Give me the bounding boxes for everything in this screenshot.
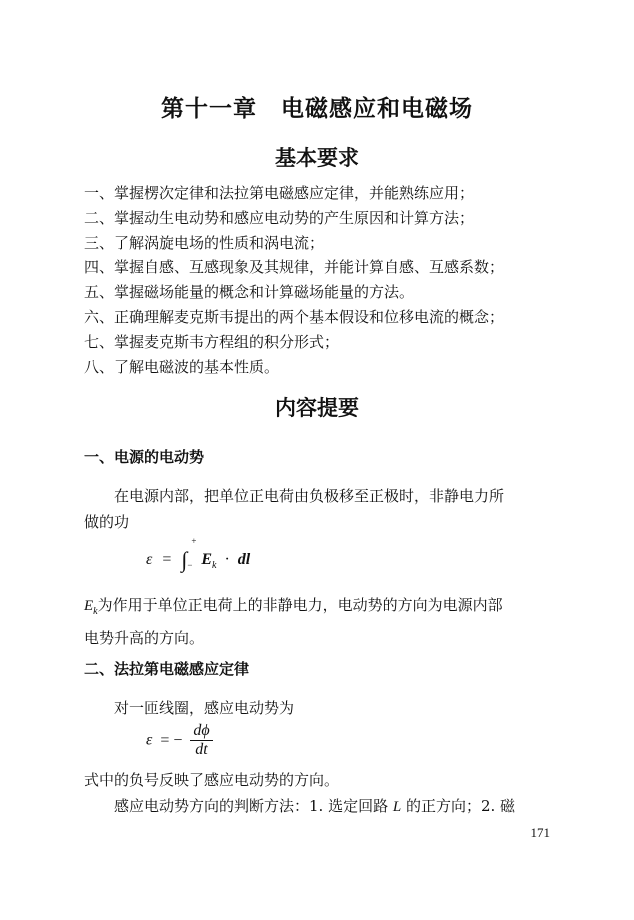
symbol-e: E [84, 598, 94, 614]
formula-field-e: E [201, 551, 213, 568]
list-item: 一、掌握楞次定律和法拉第电磁感应定律，并能熟练应用； [84, 184, 475, 202]
paragraph-sign: 式中的负号反映了感应电动势的方向。 [84, 771, 340, 789]
list-item: 三、了解涡旋电场的性质和涡电流； [84, 233, 325, 252]
subheading-emf: 一、电源的电动势 [84, 448, 205, 466]
page-number: 171 [530, 825, 550, 840]
paragraph-emf [84, 483, 554, 535]
paragraph-line: 为作用于单位正电荷上的非静电力，电动势的方向为电源内部 [97, 596, 503, 614]
emf-formula [146, 536, 251, 572]
formula-equals-minus: = − [160, 731, 183, 749]
integral-symbol: ∫ [181, 547, 188, 572]
formula-dl: dl [237, 551, 251, 568]
formula-dot: · [224, 551, 230, 568]
fraction-denominator: dt [195, 741, 208, 758]
section-heading-requirements: 基本要求 [275, 146, 359, 170]
integral-sign [181, 536, 197, 572]
list-item: 六、正确理解麦克斯韦提出的两个基本假设和位移电流的概念； [84, 307, 505, 326]
faraday-formula [146, 722, 213, 759]
chapter-title: 第十一章 电磁感应和电磁场 [161, 96, 473, 122]
subheading-faraday: 二、法拉第电磁感应定律 [84, 660, 250, 678]
symbol-l: L [392, 799, 402, 815]
list-item: 八、了解电磁波的基本性质。 [84, 357, 280, 376]
list-item: 五、掌握磁场能量的概念和计算磁场能量的方法。 [84, 283, 415, 302]
requirements-list [84, 181, 564, 379]
formula-equals: = [162, 551, 172, 568]
paragraph-ek [84, 592, 554, 651]
formula-epsilon: ε [146, 551, 153, 568]
integral-lower-limit: − [187, 560, 193, 570]
section-heading-summary: 内容提要 [275, 396, 359, 420]
integral-upper-limit: + [191, 536, 197, 546]
paragraph-single-coil: 对一匝线圈，感应电动势为 [114, 699, 295, 717]
list-item: 七、掌握麦克斯韦方程组的积分形式； [84, 332, 340, 351]
symbol-sub-k: k [93, 606, 98, 617]
paragraph-line: 做的功 [84, 513, 130, 531]
fraction-numerator: dϕ [190, 722, 212, 741]
formula-sub-k: k [212, 560, 217, 572]
fraction [190, 722, 212, 759]
list-item: 二、掌握动生电动势和感应电动势的产生原因和计算方法； [84, 208, 475, 227]
formula-epsilon: ε [146, 731, 153, 749]
paragraph-text: 的正方向；2. 磁 [401, 797, 516, 815]
list-item: 四、掌握自感、互感现象及其规律，并能计算自感、互感系数； [84, 258, 505, 277]
paragraph-line: 在电源内部，把单位正电荷由负极移至正极时，非静电力所 [114, 487, 505, 505]
paragraph-direction [114, 793, 584, 820]
paragraph-text: 感应电动势方向的判断方法：1. 选定回路 [114, 797, 393, 815]
paragraph-line: 电势升高的方向。 [84, 629, 205, 647]
